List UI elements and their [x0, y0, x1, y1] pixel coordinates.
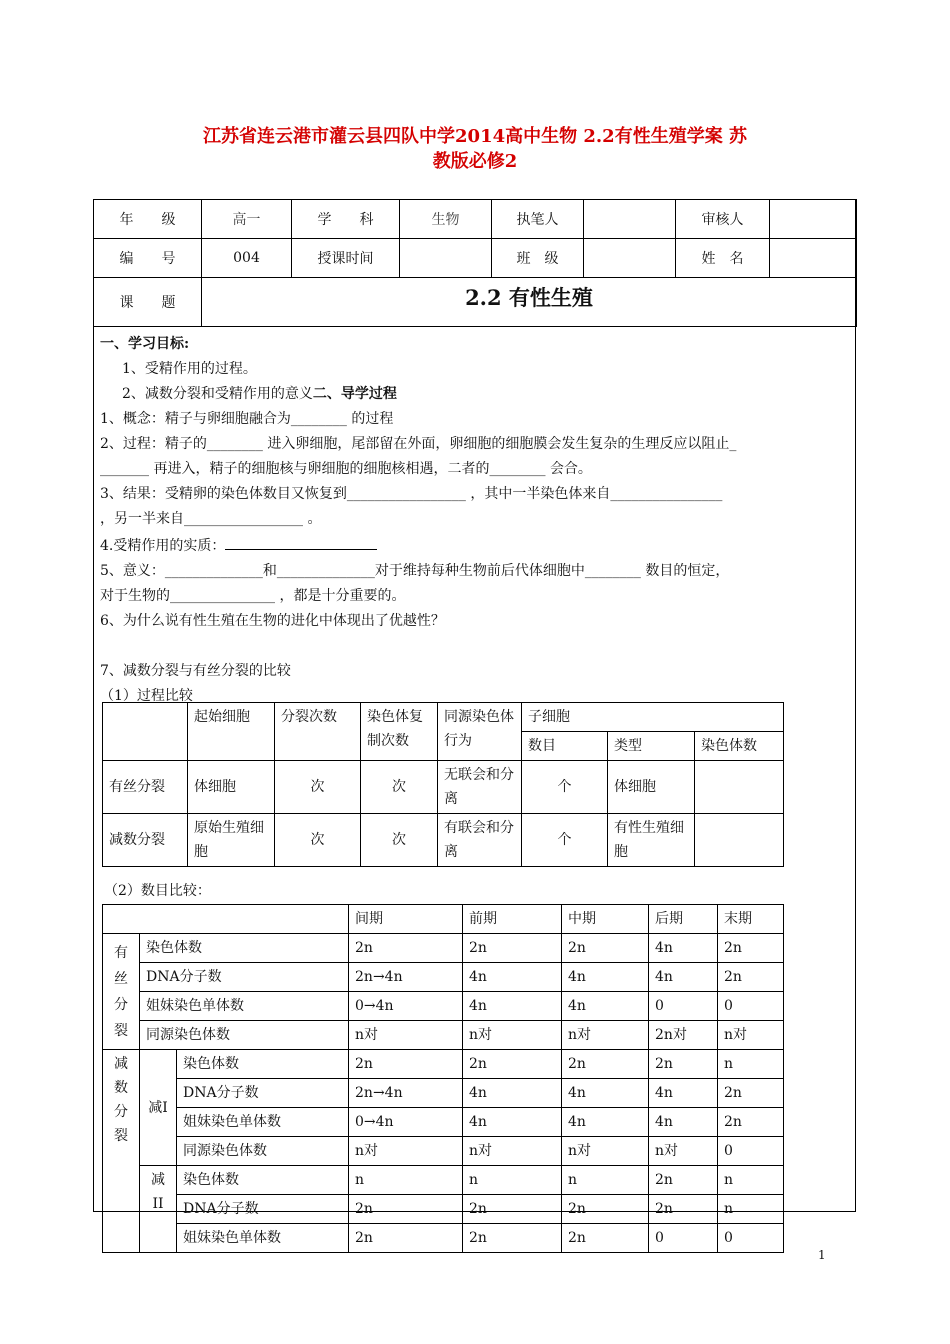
count-cell: 2n [349, 1224, 463, 1253]
count-cell: 4n [649, 1079, 718, 1108]
count-cell: 2n [463, 1224, 562, 1253]
count-header-phase: 末期 [718, 905, 784, 934]
process-header-homolog: 同源染色体行为 [438, 703, 522, 761]
author-value[interactable] [584, 200, 676, 239]
question-2-line-b: _______ 再进入，精子的细胞核与卵细胞的细胞核相遇，二者的________ 会合。 [100, 461, 592, 477]
sub-heading-process: （1）过程比较 [100, 688, 193, 704]
count-cell: 2n [562, 1224, 649, 1253]
count-cell: 2n [349, 1195, 463, 1224]
count-cell: 0→4n [349, 992, 463, 1021]
number-label: 编 号 [94, 239, 202, 278]
process-cell: 无联会和分离 [438, 761, 522, 814]
info-table [93, 199, 857, 327]
question-4-line [100, 532, 852, 559]
name-value[interactable] [770, 239, 857, 278]
mitosis-label: 有丝分裂 [103, 934, 140, 1050]
title-line-2: 教版必修2 [432, 151, 518, 172]
count-cell: n [463, 1166, 562, 1195]
process-cell: 体细胞 [608, 761, 695, 814]
count-cell: 2n [463, 1050, 562, 1079]
count-row-label: 姐妹染色单体数 [140, 992, 349, 1021]
count-row-label: DNA分子数 [177, 1195, 349, 1224]
process-header-divisions: 分裂次数 [275, 703, 361, 761]
count-cell: 4n [463, 963, 562, 992]
count-cell: 2n [649, 1166, 718, 1195]
count-row-label: 同源染色体数 [140, 1021, 349, 1050]
process-cell: 个 [522, 814, 608, 867]
count-cell: 4n [649, 934, 718, 963]
count-cell: 2n [718, 1108, 784, 1137]
grade-value: 高一 [202, 200, 292, 239]
count-row-label: 染色体数 [140, 934, 349, 963]
question-3-line-b: ，另一半来自_________________ 。 [100, 511, 322, 527]
meiosis-2-label: 减II [140, 1166, 177, 1253]
process-cell [695, 761, 784, 814]
class-value[interactable] [584, 239, 676, 278]
meiosis-1-label: 减I [140, 1050, 177, 1166]
title-line-1: 江苏省连云港市灌云县四队中学2014高中生物 2.2有性生殖学案 苏 [203, 126, 747, 147]
count-cell: 2n [649, 1050, 718, 1079]
class-time-label: 授课时间 [292, 239, 400, 278]
count-cell: 4n [562, 1079, 649, 1108]
grade-label: 年 级 [94, 200, 202, 239]
author-label: 执笔人 [492, 200, 584, 239]
process-subheader-type: 类型 [608, 732, 695, 761]
count-row-label: 染色体数 [177, 1166, 349, 1195]
question-7: 7、减数分裂与有丝分裂的比较 [100, 663, 291, 679]
count-cell: 2n [718, 1079, 784, 1108]
count-cell: n对 [463, 1021, 562, 1050]
count-row-label: DNA分子数 [140, 963, 349, 992]
count-cell: 4n [649, 963, 718, 992]
count-cell: 2n [349, 934, 463, 963]
count-cell: 2n [718, 934, 784, 963]
count-cell: n [718, 1166, 784, 1195]
name-label: 姓 名 [676, 239, 770, 278]
sub-heading-count: （2）数目比较： [104, 883, 211, 899]
process-header-start-cell: 起始细胞 [188, 703, 275, 761]
question-1: 1、概念：精子与卵细胞融合为________ 的过程 [100, 411, 394, 427]
process-cell: 原始生殖细胞 [188, 814, 275, 867]
count-cell: 4n [649, 1108, 718, 1137]
process-cell: 次 [361, 814, 438, 867]
count-row-label: 姐妹染色单体数 [177, 1224, 349, 1253]
count-cell: 0 [718, 1224, 784, 1253]
topic-value: 2.2 有性生殖 [202, 278, 857, 327]
process-subheader-chromosomes: 染色体数 [695, 732, 784, 761]
spacer [100, 634, 852, 659]
process-cell: 个 [522, 761, 608, 814]
process-cell: 次 [275, 761, 361, 814]
count-cell: 2n→4n [349, 1079, 463, 1108]
question-3-line-a: 3、结果：受精卵的染色体数目又恢复到_________________ ，其中一半染色体来自________________ [100, 486, 723, 502]
count-cell: 2n [463, 934, 562, 963]
count-cell: 4n [463, 1079, 562, 1108]
count-cell: 2n [562, 934, 649, 963]
count-cell: 4n [463, 1108, 562, 1137]
count-cell: 0→4n [349, 1108, 463, 1137]
count-cell: n [718, 1050, 784, 1079]
goal-2-line [100, 382, 852, 407]
count-cell: n对 [349, 1021, 463, 1050]
count-cell: n对 [349, 1137, 463, 1166]
count-compare-table [102, 904, 784, 1253]
question-5-line-a: 5、意义：______________和______________对于维持每种生物前后代体细胞中________ 数目的恒定， [100, 563, 730, 579]
count-cell: 2n [463, 1195, 562, 1224]
count-cell: 0 [718, 1137, 784, 1166]
process-cell: 有性生殖细胞 [608, 814, 695, 867]
process-subheader-count: 数目 [522, 732, 608, 761]
process-cell: 有联会和分离 [438, 814, 522, 867]
process-cell [695, 814, 784, 867]
goals-heading: 一、学习目标: [100, 336, 190, 352]
count-cell: 4n [562, 1108, 649, 1137]
count-cell: n [349, 1166, 463, 1195]
count-cell: 2n [562, 1050, 649, 1079]
subject-value: 生物 [400, 200, 492, 239]
reviewer-label: 审核人 [676, 200, 770, 239]
count-cell: 0 [649, 992, 718, 1021]
question-6: 6、为什么说有性生殖在生物的进化中体现出了优越性？ [100, 613, 445, 629]
topic-label: 课 题 [94, 278, 202, 327]
count-cell: 4n [562, 992, 649, 1021]
class-time-value[interactable] [400, 239, 492, 278]
process-header-daughter: 子细胞 [522, 703, 784, 732]
count-cell: n对 [463, 1137, 562, 1166]
count-cell: 2n [562, 1195, 649, 1224]
count-cell: 2n [718, 963, 784, 992]
worksheet-body [100, 332, 852, 709]
question-4: 4.受精作用的实质： [100, 538, 226, 554]
process-cell: 体细胞 [188, 761, 275, 814]
goal-2: 2、减数分裂和受精作用的意义 [122, 386, 313, 402]
count-header-phase: 间期 [349, 905, 463, 934]
count-cell: 2n [649, 1195, 718, 1224]
document-title [100, 124, 850, 174]
count-row-label: DNA分子数 [177, 1079, 349, 1108]
count-row-label: 染色体数 [177, 1050, 349, 1079]
goal-1: 1、受精作用的过程。 [122, 361, 257, 377]
question-2-line-a: 2、过程：精子的________ 进入卵细胞，尾部留在外面，卵细胞的细胞膜会发生复杂的生理反应以阻止_ [100, 436, 737, 452]
process-cell: 次 [361, 761, 438, 814]
count-cell: 2n对 [649, 1021, 718, 1050]
meiosis-label: 减数分裂 [103, 1050, 140, 1253]
page-number: 1 [818, 1248, 826, 1262]
count-cell: 2n [349, 1050, 463, 1079]
reviewer-value[interactable] [770, 200, 857, 239]
process-compare-table [102, 702, 784, 867]
count-cell: 4n [562, 963, 649, 992]
count-cell: n对 [562, 1021, 649, 1050]
count-cell: n [562, 1166, 649, 1195]
count-header-blank [103, 905, 349, 934]
guide-heading: 二、导学过程 [312, 386, 397, 402]
count-cell: n对 [718, 1021, 784, 1050]
count-cell: n对 [562, 1137, 649, 1166]
count-cell: 0 [649, 1224, 718, 1253]
process-header-blank [103, 703, 188, 761]
count-header-phase: 前期 [463, 905, 562, 934]
question-5-line-b: 对于生物的_______________ ，都是十分重要的。 [100, 588, 406, 604]
count-cell: n [718, 1195, 784, 1224]
count-cell: 4n [463, 992, 562, 1021]
question-4-blank[interactable] [225, 532, 377, 550]
process-row-label: 减数分裂 [103, 814, 188, 867]
count-cell: 0 [718, 992, 784, 1021]
number-value: 004 [202, 239, 292, 278]
subject-label: 学 科 [292, 200, 400, 239]
count-header-phase: 中期 [562, 905, 649, 934]
count-row-label: 姐妹染色单体数 [177, 1108, 349, 1137]
count-header-phase: 后期 [649, 905, 718, 934]
process-row-label: 有丝分裂 [103, 761, 188, 814]
count-cell: 2n→4n [349, 963, 463, 992]
count-cell: n对 [649, 1137, 718, 1166]
count-row-label: 同源染色体数 [177, 1137, 349, 1166]
process-cell: 次 [275, 814, 361, 867]
process-header-replication: 染色体复制次数 [361, 703, 438, 761]
class-label: 班 级 [492, 239, 584, 278]
